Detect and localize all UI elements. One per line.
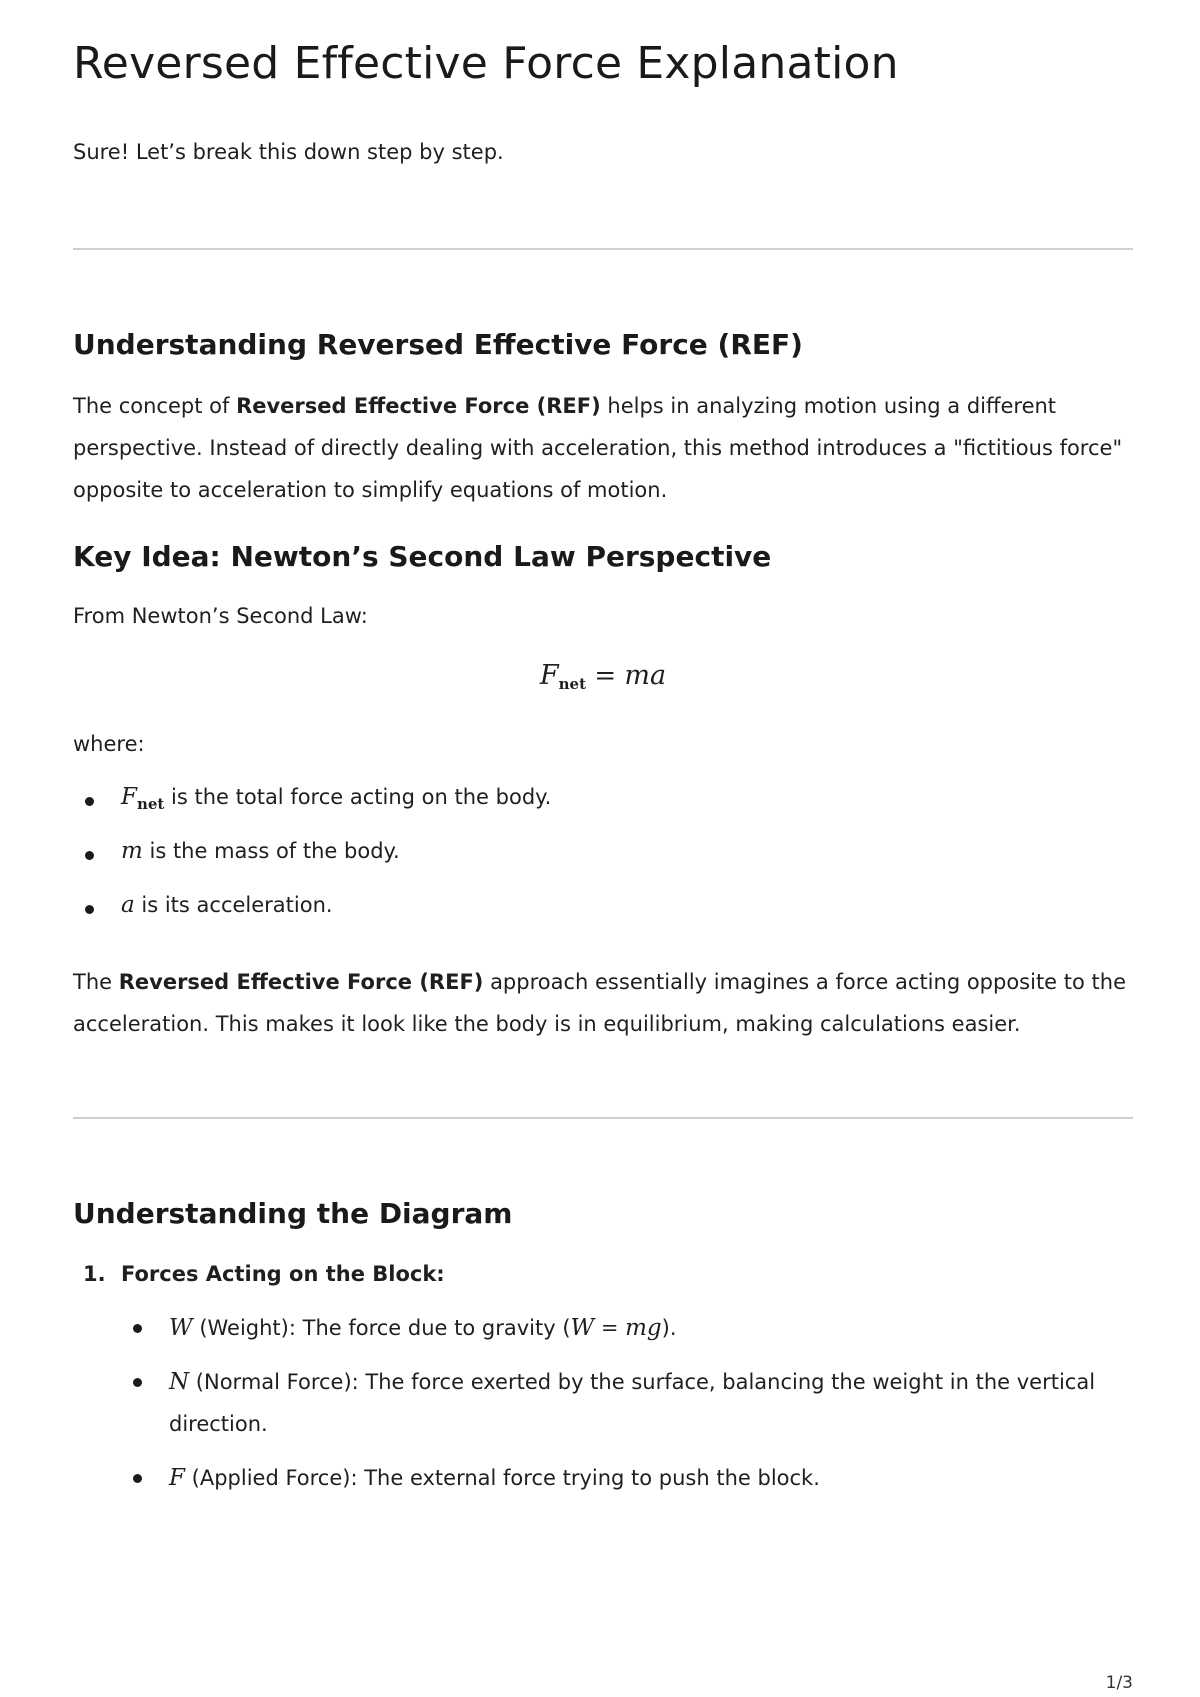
section-heading-key-idea: Key Idea: Newton’s Second Law Perspective — [73, 540, 772, 573]
list-item: W (Weight): The force due to gravity (W = mg). — [121, 1307, 1133, 1349]
ref-paragraph: The concept of Reversed Effective Force (REF) helps in analyzing motion using a different perspective. Instead of directly dealing with acceleration, this method introduces a "fictitious force" opposite to acceleration to simplify equations of motion. — [73, 394, 1123, 502]
variable-list — [73, 784, 551, 946]
ref-bold-term: Reversed Effective Force (REF) — [118, 970, 484, 994]
intro-text: Sure! Let’s break this down step by step. — [73, 140, 504, 164]
list-item: a is its acceleration. — [73, 892, 551, 946]
list-item: F (Applied Force): The external force trying to push the block. — [121, 1457, 1133, 1499]
section-heading-diagram: Understanding the Diagram — [73, 1197, 513, 1230]
list-number: 1. — [83, 1262, 106, 1286]
equation-newton-second-law: $F_{net}$ = ma — [539, 660, 667, 693]
where-label: where: — [73, 732, 145, 756]
page-number: 1/3 — [1105, 1673, 1133, 1693]
newton-lead: From Newton’s Second Law: — [73, 604, 368, 628]
divider — [73, 248, 1133, 250]
divider — [73, 1117, 1133, 1119]
ref-approach-paragraph: The Reversed Effective Force (REF) approach essentially imagines a force acting opposite to the acceleration. This makes it look like the body is in equilibrium, making calculations easier. — [73, 970, 1127, 1036]
list-item: m is the mass of the body. — [73, 838, 551, 892]
forces-acting-label: Forces Acting on the Block: — [121, 1262, 445, 1286]
list-item: $F_{net}$ is the total force acting on the body. — [73, 784, 551, 838]
forces-list — [121, 1307, 1133, 1499]
section-heading-ref: Understanding Reversed Effective Force (REF) — [73, 328, 803, 361]
ref-bold-term: Reversed Effective Force (REF) — [236, 394, 601, 418]
page-title: Reversed Effective Force Explanation — [73, 38, 899, 89]
list-item: N (Normal Force): The force exerted by the surface, balancing the weight in the vertical direction. — [121, 1361, 1133, 1445]
